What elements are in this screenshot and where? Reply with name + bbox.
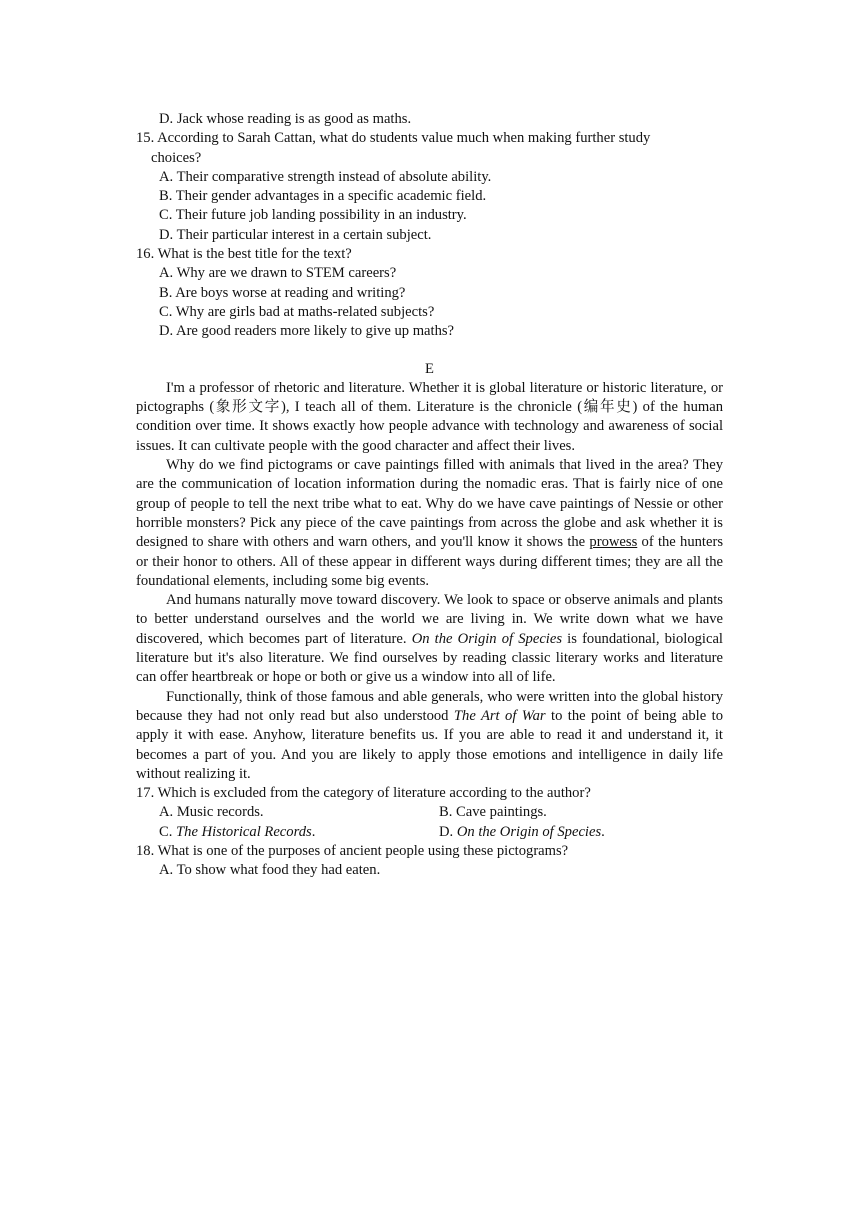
p3-text-after: is foundational, biological literature but it's also literature. We find ourselves by reading classic literary works and literature can offer heartbreak or hope or both or give us a window into all of life. [136, 630, 723, 686]
p3-text-before: And humans naturally move toward discovery. We look to space or observe animals and plants to better understand ourselves and the world we are living in. We write down what we have discovered, which becomes part of literature. [136, 592, 723, 647]
q17-option-c-prefix: C. [159, 823, 177, 840]
q15-stem [136, 129, 723, 148]
q18-stem: 18. What is one of the purposes of ancient people using these pictograms? [136, 842, 569, 859]
spacer [136, 342, 723, 360]
q15-option-c: C. Their future job landing possibility in an industry. [159, 207, 467, 224]
q18-option-a: A. To show what food they had eaten. [159, 862, 381, 879]
p2-text-after: of the hunters or their honor to others. All of these appear in different ways during different times; they are all the foundational elements, including some big events. [136, 534, 723, 589]
passage-paragraph-2 [136, 456, 723, 591]
section-label: E [425, 360, 434, 377]
q17-stem: 17. Which is excluded from the category of literature according to the author? [136, 785, 591, 802]
q17-option-d-prefix: D. [439, 823, 457, 840]
passage-paragraph-1: I'm a professor of rhetoric and literature. Whether it is global literature or historic literature, or pictographs (象形文字), I teach all of them. Literature is the chronicle (编年史) of the human condition over time. It shows exactly how people advance with technology and awareness of social issues. It can cultivate people with the good character and affect their lives. [136, 379, 723, 454]
q17-option-c-suffix: . [311, 823, 316, 840]
q16-option-c: C. Why are girls bad at maths-related subjects? [159, 303, 435, 320]
q15-stem-line2: choices? [151, 149, 202, 166]
exam-page [136, 110, 723, 881]
q17-option-c [159, 823, 439, 842]
q16-option-b: B. Are boys worse at reading and writing? [159, 284, 406, 301]
question-15 [136, 129, 723, 245]
q17-option-d-title: On the Origin of Species [456, 823, 602, 840]
passage-paragraph-4 [136, 688, 723, 784]
q15-option-b: B. Their gender advantages in a specific academic field. [159, 188, 487, 205]
passage-paragraph-3 [136, 591, 723, 687]
q17-option-c-title: The Historical Records [176, 823, 312, 840]
question-16 [136, 245, 723, 341]
q16-option-a: A. Why are we drawn to STEM careers? [159, 265, 397, 282]
q17-option-d [439, 823, 719, 842]
question-18 [136, 842, 723, 881]
p4-text-after: to the point of being able to apply it with ease. Anyhow, literature benefits us. If you are able to read it and understand it, it becomes a part of you. And you are likely to apply those emotions and intelligence in daily life without realizing it. [136, 707, 723, 782]
passage-e [136, 379, 723, 784]
q15-option-a: A. Their comparative strength instead of absolute ability. [159, 168, 492, 185]
question-17 [136, 784, 723, 842]
q16-option-d: D. Are good readers more likely to give up maths? [159, 323, 455, 340]
p3-book-title: On the Origin of Species [411, 630, 563, 647]
p4-text-before: Functionally, think of those famous and able generals, who were written into the global history because they had not only read but also understood [136, 688, 723, 724]
q16-stem: 16. What is the best title for the text? [136, 246, 352, 263]
q17-options-row-2 [136, 823, 723, 842]
p4-book-title: The Art of War [453, 707, 546, 724]
q17-options-row-1 [136, 803, 723, 822]
q14-option-d: D. Jack whose reading is as good as maths. [159, 111, 412, 127]
q17-option-b: B. Cave paintings. [439, 804, 547, 821]
q15-option-d: D. Their particular interest in a certain subject. [159, 226, 432, 243]
p2-text-before: Why do we find pictograms or cave paintings filled with animals that lived in the area? They are the communication of location information during the nomadic eras. That is fairly nice of one group of people to tell the next tribe what to eat. Why do we have cave paintings of Nessie or other horrible monsters? Pick any piece of the cave paintings from across the globe and ask whether it is designed to share with others and warn others, and you'll know it shows the [136, 457, 723, 551]
q15-stem-line1: 15. According to Sarah Cattan, what do students value much when making further study [136, 130, 651, 147]
q17-option-a: A. Music records. [159, 804, 264, 821]
p2-underlined-word: prowess [589, 534, 638, 551]
q17-option-d-suffix: . [601, 823, 605, 840]
